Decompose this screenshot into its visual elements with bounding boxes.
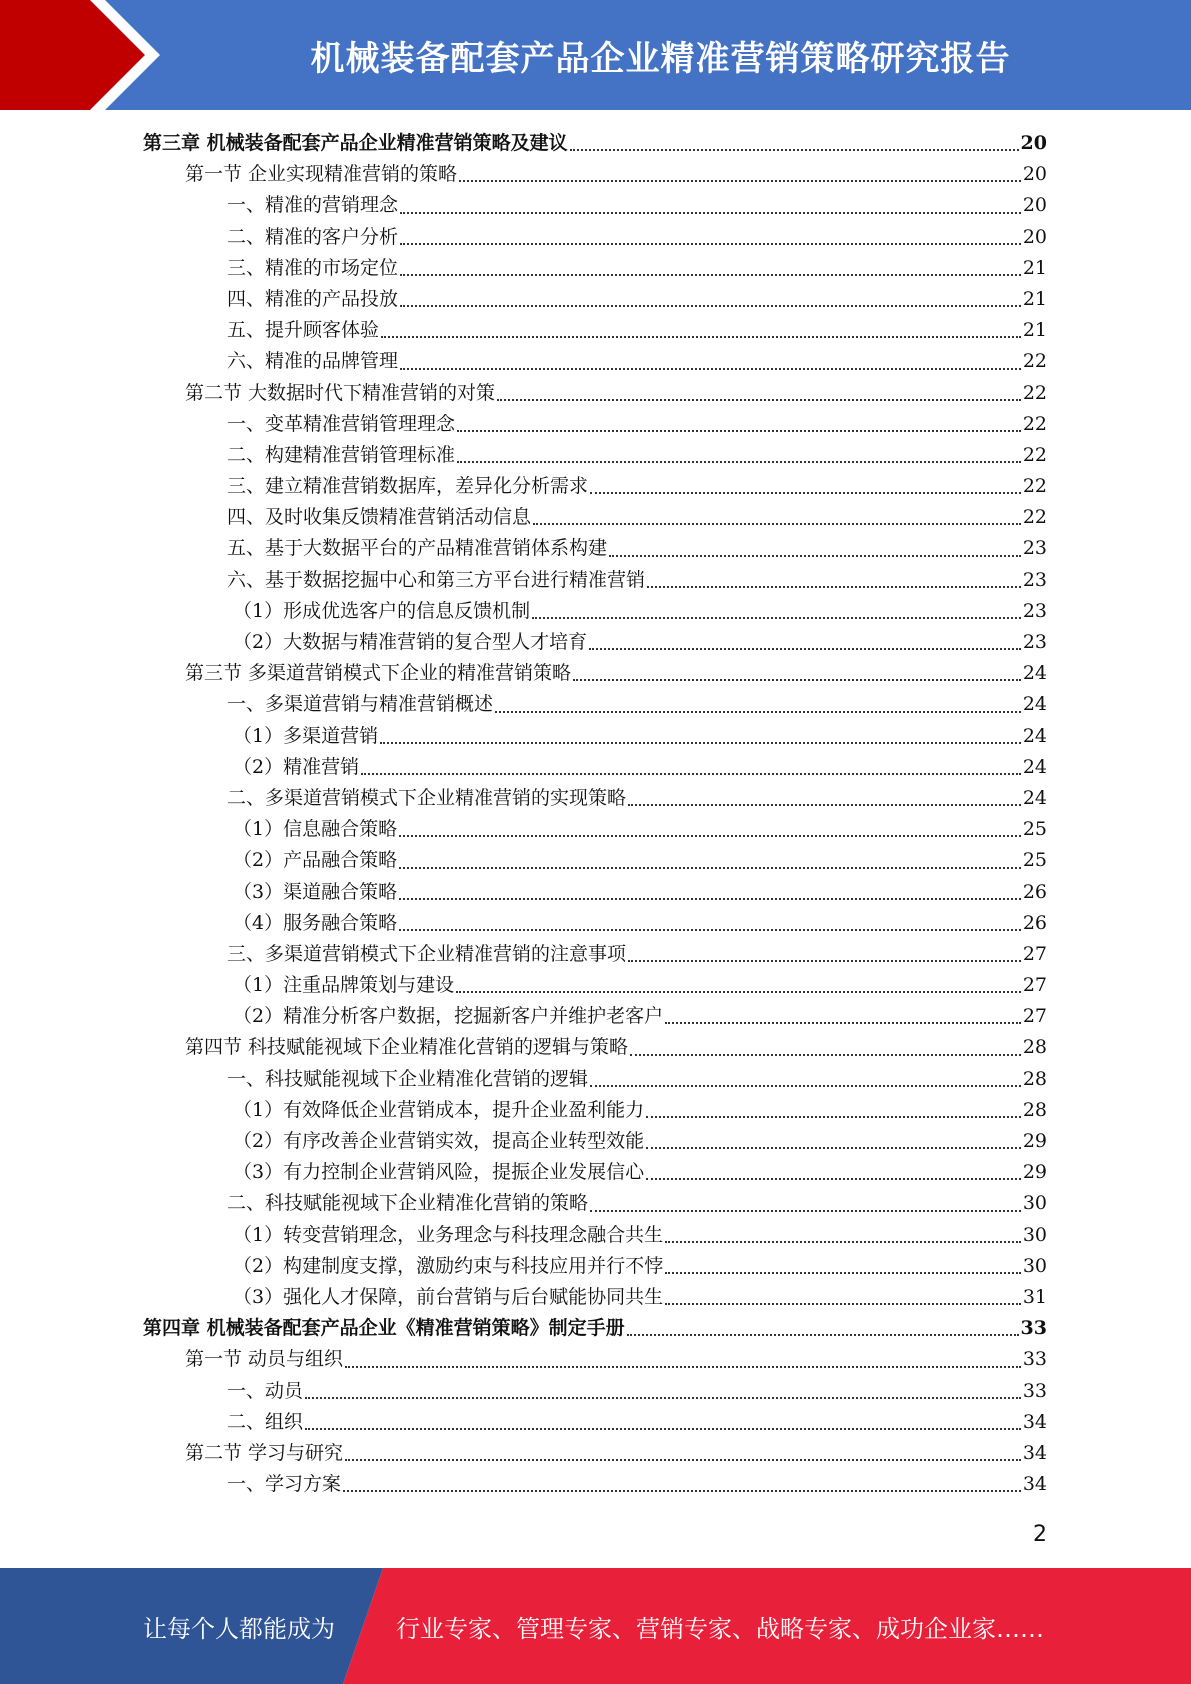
toc-entry[interactable] [143, 190, 1047, 221]
toc-entry[interactable] [143, 596, 1047, 627]
toc-dot-leader [590, 1209, 1021, 1212]
toc-dot-leader [400, 211, 1021, 214]
toc-entry[interactable] [143, 1282, 1047, 1313]
toc-entry-page: 24 [1022, 755, 1047, 778]
toc-entry-title: 四、及时收集反馈精准营销活动信息 [227, 506, 532, 529]
toc-dot-leader [345, 1458, 1021, 1461]
toc-entry-title: 六、基于数据挖掘中心和第三方平台进行精准营销 [227, 568, 646, 591]
toc-entry[interactable] [143, 1001, 1047, 1032]
toc-entry-title: 一、精准的营销理念 [227, 194, 399, 217]
toc-dot-leader [533, 522, 1021, 525]
toc-entry[interactable] [143, 1095, 1047, 1126]
toc-dot-leader [609, 554, 1021, 557]
toc-dot-leader [665, 1271, 1021, 1274]
toc-entry-page: 22 [1022, 475, 1047, 498]
toc-entry-page: 20 [1020, 132, 1047, 154]
toc-dot-leader [590, 1084, 1021, 1087]
toc-entry-title: （1）多渠道营销 [233, 724, 379, 747]
toc-entry-page: 20 [1022, 225, 1047, 248]
toc-entry-title: 二、精准的客户分析 [227, 225, 399, 248]
toc-entry-title: 第二节 学习与研究 [185, 1441, 344, 1464]
toc-entry[interactable] [143, 1032, 1047, 1063]
toc-entry-page: 24 [1022, 693, 1047, 716]
toc-dot-leader [457, 460, 1021, 463]
header-arrow-decoration [0, 0, 160, 110]
toc-entry-title: 二、组织 [227, 1410, 304, 1433]
toc-entry-title: 二、构建精准营销管理标准 [227, 443, 456, 466]
toc-dot-leader [570, 148, 1019, 151]
toc-entry-page: 21 [1022, 256, 1047, 279]
toc-entry-page: 34 [1022, 1473, 1047, 1496]
toc-entry-page: 24 [1022, 724, 1047, 747]
toc-entry[interactable] [143, 565, 1047, 596]
toc-entry-title: 一、动员 [227, 1379, 304, 1402]
toc-dot-leader [399, 866, 1021, 869]
toc-entry-title: （1）转变营销理念，业务理念与科技理念融合共生 [233, 1223, 664, 1246]
toc-dot-leader [457, 429, 1021, 432]
toc-dot-leader [380, 741, 1021, 744]
toc-entry-page: 23 [1022, 537, 1047, 560]
toc-entry-page: 21 [1022, 319, 1047, 342]
toc-entry-page: 22 [1022, 381, 1047, 404]
toc-dot-leader [630, 1053, 1021, 1056]
toc-entry-page: 27 [1022, 942, 1047, 965]
toc-entry-title: 三、建立精准营销数据库，差异化分析需求 [227, 475, 589, 498]
toc-entry[interactable] [143, 502, 1047, 533]
toc-dot-leader [456, 990, 1021, 993]
toc-entry[interactable] [143, 1376, 1047, 1407]
toc-entry-title: （3）强化人才保障，前台营销与后台赋能协同共生 [233, 1285, 664, 1308]
toc-entry[interactable] [143, 253, 1047, 284]
toc-entry-title: 第一节 动员与组织 [185, 1348, 344, 1371]
toc-dot-leader [399, 928, 1021, 931]
toc-dot-leader [400, 304, 1021, 307]
toc-entry[interactable] [143, 1064, 1047, 1095]
toc-entry-title: （2）产品融合策略 [233, 849, 398, 872]
toc-entry[interactable] [143, 1344, 1047, 1375]
toc-entry-title: （1）注重品牌策划与建设 [233, 974, 455, 997]
toc-entry[interactable] [143, 1188, 1047, 1219]
toc-entry[interactable] [143, 409, 1047, 440]
toc-entry[interactable] [143, 315, 1047, 346]
toc-dot-leader [627, 1333, 1019, 1336]
toc-entry-title: 第四节 科技赋能视域下企业精准化营销的逻辑与策略 [185, 1036, 629, 1059]
toc-entry-page: 23 [1022, 631, 1047, 653]
toc-entry-title: （2）有序改善企业营销实效，提高企业转型效能 [233, 1130, 645, 1152]
toc-dot-leader [646, 1146, 1021, 1149]
toc-entry-page: 22 [1022, 350, 1047, 373]
toc-dot-leader [400, 273, 1021, 276]
toc-entry-page: 30 [1022, 1192, 1047, 1215]
toc-dot-leader [305, 1427, 1021, 1430]
toc-dot-leader [399, 897, 1021, 900]
toc-dot-leader [628, 803, 1021, 806]
toc-entry[interactable] [143, 877, 1047, 908]
toc-entry-page: 22 [1022, 443, 1047, 466]
toc-entry[interactable] [143, 1469, 1047, 1500]
header-bar [0, 0, 1191, 110]
toc-entry[interactable] [143, 1157, 1047, 1188]
toc-entry[interactable] [143, 814, 1047, 845]
toc-entry-page: 27 [1022, 974, 1047, 997]
table-of-contents [143, 128, 1047, 1500]
toc-entry[interactable] [143, 346, 1047, 377]
toc-entry-title: （4）服务融合策略 [233, 911, 398, 934]
toc-entry-title: 第四章 机械装备配套产品企业《精准营销策略》制定手册 [143, 1317, 625, 1340]
toc-dot-leader [381, 335, 1021, 338]
toc-entry-page: 23 [1022, 599, 1047, 622]
toc-dot-leader [665, 1021, 1021, 1024]
toc-entry-title: 四、精准的产品投放 [227, 287, 399, 310]
toc-entry[interactable] [143, 284, 1047, 315]
toc-entry-page: 22 [1022, 506, 1047, 529]
toc-entry-page: 30 [1022, 1254, 1047, 1277]
toc-entry-title: 五、基于大数据平台的产品精准营销体系构建 [227, 537, 608, 560]
toc-dot-leader [647, 585, 1021, 588]
toc-entry-title: 一、学习方案 [227, 1473, 342, 1496]
toc-entry[interactable] [143, 1251, 1047, 1282]
toc-entry-page: 27 [1022, 1005, 1047, 1028]
toc-entry-page: 26 [1022, 911, 1047, 934]
toc-entry-title: （1）有效降低企业营销成本，提升企业盈利能力 [233, 1098, 645, 1121]
toc-dot-leader [345, 1365, 1021, 1368]
toc-entry-title: （1）信息融合策略 [233, 818, 398, 841]
toc-entry-page: 31 [1022, 1285, 1047, 1308]
toc-entry-title: （2）构建制度支撑，激励约束与科技应用并行不悖 [233, 1254, 664, 1277]
toc-dot-leader [305, 1396, 1021, 1399]
toc-dot-leader [399, 834, 1021, 837]
toc-entry-title: （3）有力控制企业营销风险，提振企业发展信心 [233, 1161, 645, 1184]
toc-dot-leader [495, 710, 1021, 713]
toc-entry[interactable] [143, 159, 1047, 190]
toc-entry-page: 25 [1022, 849, 1047, 872]
toc-entry-title: 第一节 企业实现精准营销的策略 [185, 163, 458, 186]
toc-entry-title: 二、多渠道营销模式下企业精准营销的实现策略 [227, 786, 627, 809]
red-chevron [0, 0, 145, 110]
toc-entry[interactable] [143, 845, 1047, 876]
toc-entry-page: 20 [1022, 163, 1047, 186]
toc-dot-leader [646, 1177, 1021, 1180]
toc-dot-leader [343, 1489, 1021, 1492]
toc-entry-page: 33 [1022, 1379, 1047, 1402]
toc-entry[interactable] [143, 222, 1047, 253]
toc-entry-page: 33 [1020, 1317, 1047, 1340]
toc-entry-page: 30 [1022, 1223, 1047, 1246]
toc-dot-leader [589, 647, 1021, 650]
toc-entry-title: 三、精准的市场定位 [227, 256, 399, 279]
toc-entry[interactable] [143, 689, 1047, 720]
toc-entry-title: 第三节 多渠道营销模式下企业的精准营销策略 [185, 662, 572, 685]
toc-entry-page: 34 [1022, 1441, 1047, 1464]
toc-entry[interactable] [143, 721, 1047, 752]
toc-entry[interactable] [143, 1220, 1047, 1251]
toc-entry[interactable] [143, 939, 1047, 970]
toc-entry-page: 20 [1022, 194, 1047, 217]
toc-entry-title: 五、提升顾客体验 [227, 319, 380, 342]
toc-entry-page: 29 [1022, 1161, 1047, 1184]
footer-bar [0, 1568, 1191, 1684]
toc-entry-title: 二、科技赋能视域下企业精准化营销的策略 [227, 1192, 589, 1215]
toc-entry-title: （2）大数据与精准营销的复合型人才培育 [233, 631, 588, 653]
toc-entry[interactable] [143, 783, 1047, 814]
toc-entry[interactable] [143, 440, 1047, 471]
toc-entry[interactable] [143, 658, 1047, 689]
toc-dot-leader [459, 179, 1021, 182]
toc-entry-page: 28 [1022, 1098, 1047, 1121]
toc-entry-page: 24 [1022, 662, 1047, 685]
toc-entry-title: 六、精准的品牌管理 [227, 350, 399, 373]
document-title: 机械装备配套产品企业精准营销策略研究报告 [310, 38, 1011, 79]
toc-entry[interactable] [143, 1407, 1047, 1438]
toc-entry-title: 第二节 大数据时代下精准营销的对策 [185, 381, 496, 404]
toc-dot-leader [665, 1240, 1021, 1243]
toc-entry[interactable] [143, 533, 1047, 564]
toc-entry-page: 22 [1022, 412, 1047, 435]
toc-entry[interactable] [143, 128, 1047, 159]
toc-entry-page: 33 [1022, 1348, 1047, 1371]
toc-entry[interactable] [143, 908, 1047, 939]
footer-slogan-right: 行业专家、管理专家、营销专家、战略专家、成功企业家…… [396, 1614, 1044, 1643]
toc-dot-leader [400, 367, 1021, 370]
toc-entry[interactable] [143, 970, 1047, 1001]
footer-slogan-left: 让每个人都能成为 [143, 1614, 335, 1643]
toc-entry-title: （2）精准营销 [233, 755, 360, 778]
toc-dot-leader [573, 678, 1021, 681]
toc-entry-title: 三、多渠道营销模式下企业精准营销的注意事项 [227, 942, 627, 965]
page-number: 2 [1033, 1522, 1047, 1547]
toc-dot-leader [532, 616, 1021, 619]
toc-entry-title: 一、多渠道营销与精准营销概述 [227, 693, 494, 716]
toc-dot-leader [400, 242, 1021, 245]
toc-dot-leader [497, 398, 1021, 401]
toc-entry-title: （1）形成优选客户的信息反馈机制 [233, 599, 531, 622]
toc-entry[interactable] [143, 378, 1047, 409]
toc-entry-page: 24 [1022, 786, 1047, 809]
toc-entry-page: 28 [1022, 1067, 1047, 1090]
toc-entry[interactable] [143, 627, 1047, 658]
toc-entry[interactable] [143, 471, 1047, 502]
toc-entry-title: 第三章 机械装备配套产品企业精准营销策略及建议 [143, 132, 568, 154]
toc-entry-page: 21 [1022, 287, 1047, 310]
toc-entry[interactable] [143, 1313, 1047, 1344]
toc-entry-page: 29 [1022, 1130, 1047, 1152]
toc-entry-title: （3）渠道融合策略 [233, 880, 398, 903]
toc-entry-page: 34 [1022, 1410, 1047, 1433]
toc-entry[interactable] [143, 1438, 1047, 1469]
toc-entry-title: 一、变革精准营销管理理念 [227, 412, 456, 435]
toc-entry-page: 23 [1022, 568, 1047, 591]
toc-dot-leader [590, 491, 1021, 494]
toc-entry[interactable] [143, 752, 1047, 783]
toc-entry-page: 26 [1022, 880, 1047, 903]
toc-dot-leader [646, 1115, 1021, 1118]
toc-entry-page: 28 [1022, 1036, 1047, 1059]
toc-dot-leader [361, 772, 1021, 775]
toc-dot-leader [665, 1302, 1021, 1305]
toc-entry-title: 一、科技赋能视域下企业精准化营销的逻辑 [227, 1067, 589, 1090]
toc-entry-page: 25 [1022, 818, 1047, 841]
toc-entry[interactable] [143, 1126, 1047, 1157]
toc-dot-leader [628, 959, 1021, 962]
toc-entry-title: （2）精准分析客户数据，挖掘新客户并维护老客户 [233, 1005, 664, 1028]
